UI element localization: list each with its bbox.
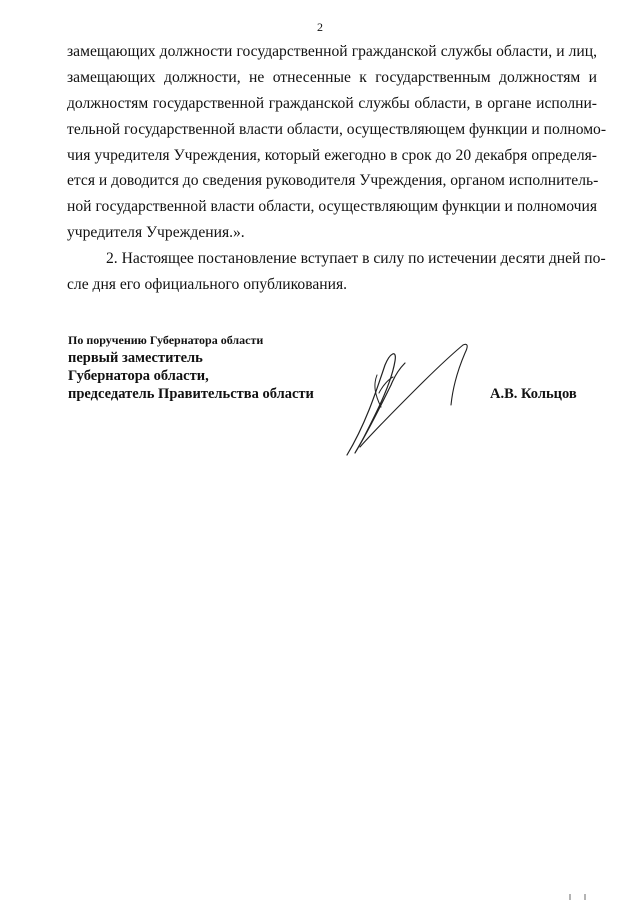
handwritten-signature <box>335 335 475 460</box>
text-line: должностям государственной гражданской службы области, в органе исполни- <box>67 95 597 112</box>
text-line: сле дня его официального опубликования. <box>67 276 348 293</box>
page-number: 2 <box>317 20 323 34</box>
text-line: 2. Настоящее постановление вступает в силу по истечении десяти дней по- <box>106 250 606 267</box>
position-line: Губернатора области, <box>68 368 209 384</box>
signatory-name: А.В. Кольцов <box>490 386 577 402</box>
text-line: тельной государственной власти области, осуществляющем функции и полномо- <box>67 121 607 138</box>
text-line: ется и доводится до сведения руководителя Учреждения, органом исполнитель- <box>67 172 599 189</box>
text-line: замещающих должности государственной гражданской службы области, и лиц, <box>67 43 597 60</box>
authority-line: По поручению Губернатора области <box>68 333 264 347</box>
text-line: учредителя Учреждения.». <box>67 224 245 241</box>
position-line: председатель Правительства области <box>68 386 314 402</box>
text-line: замещающих должности, не отнесенные к государственным должностям и <box>67 69 597 86</box>
text-line: ной государственной власти области, осуществляющим функции и полномочия <box>67 198 597 215</box>
scan-mark <box>568 893 588 901</box>
text-line: чия учредителя Учреждения, который ежегодно в срок до 20 декабря определя- <box>67 147 597 164</box>
position-line: первый заместитель <box>68 350 203 366</box>
